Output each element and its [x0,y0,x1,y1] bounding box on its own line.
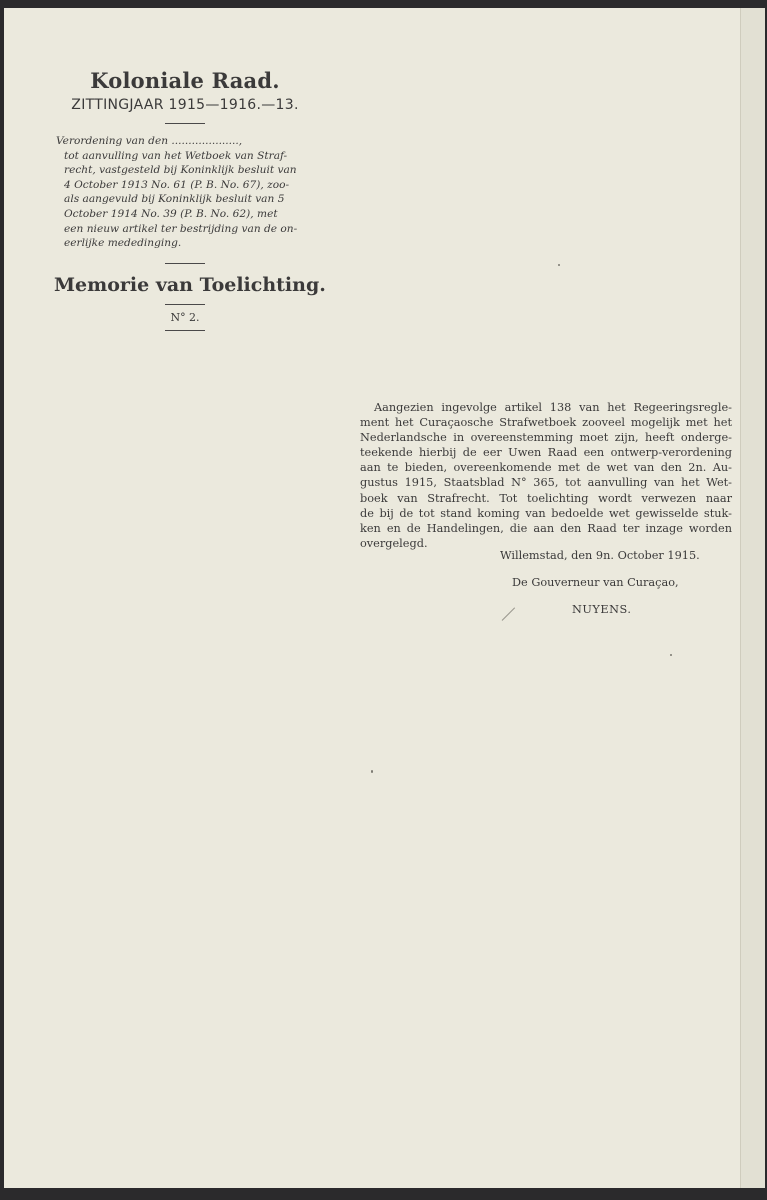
subject-line: als aangevuld bij Koninklijk besluit van 5 [64,193,285,206]
paragraph-line: overgelegd. [360,536,428,550]
council-title: Koloniale Raad. [90,68,280,93]
subject-line: October 1914 No. 39 (P. B. No. 62), met [64,207,278,220]
signature-name: NUYENS. [572,603,632,616]
document-page [4,8,756,1188]
divider [165,263,205,264]
subject-line: een nieuw artikel ter bestrijding van de on- [64,222,298,235]
subject-line: tot aanvulling van het Wetboek van Straf- [64,149,288,162]
subject-line: Verordening van den ...................., [56,135,243,147]
place-date: Willemstad, den 9n. October 1915. [500,549,700,562]
paragraph-line: gustus 1915, Staatsblad N° 365, tot aanvulling van het Wet- [360,476,732,490]
subject-line: eerlijke mededinging. [64,237,182,250]
subject-line: recht, vastgesteld bij Koninklijk besluit van [64,164,297,177]
paper-speck [371,770,373,773]
paragraph-line: boek van Strafrecht. Tot toelichting wordt verwezen naar [360,491,732,505]
pencil-mark [502,607,515,620]
paragraph-line: ken en de Handelingen, die aan den Raad ter inzage worden [360,521,732,535]
paragraph-line: aan te bieden, overeenkomende met de wet van den 2n. Au- [360,461,732,475]
ordinance-subject [54,134,316,251]
header-column [54,68,326,341]
explanation-paragraph [360,400,732,551]
divider [165,123,205,124]
paragraph-line: Aangezien ingevolge artikel 138 van het Regeeringsregle- [374,401,732,414]
session-year: ZITTINGJAAR 1915—1916.—13. [71,97,299,113]
subject-line: 4 October 1913 No. 61 (P. B. No. 67), zoo- [64,178,290,191]
paragraph-line: teekende hierbij de eer Uwen Raad een ontwerp-verordening [360,446,732,460]
divider [165,304,205,305]
paper-speck [558,264,560,266]
document-number: N° 2. [170,310,200,324]
paragraph-line: ment het Curaçaosche Strafwetboek zooveel mogelijk met het [360,416,732,430]
governor-title: De Gouverneur van Curaçao, [512,576,679,589]
memorie-heading: Memorie van Toelichting. [54,273,326,296]
divider [165,330,205,331]
page-edge [740,8,765,1188]
paper-speck [670,654,672,656]
paragraph-line: Nederlandsche in overeenstemming moet zijn, heeft onderge- [360,431,732,445]
paragraph-line: de bij de tot stand koming van bedoelde wet gewisselde stuk- [360,506,732,520]
